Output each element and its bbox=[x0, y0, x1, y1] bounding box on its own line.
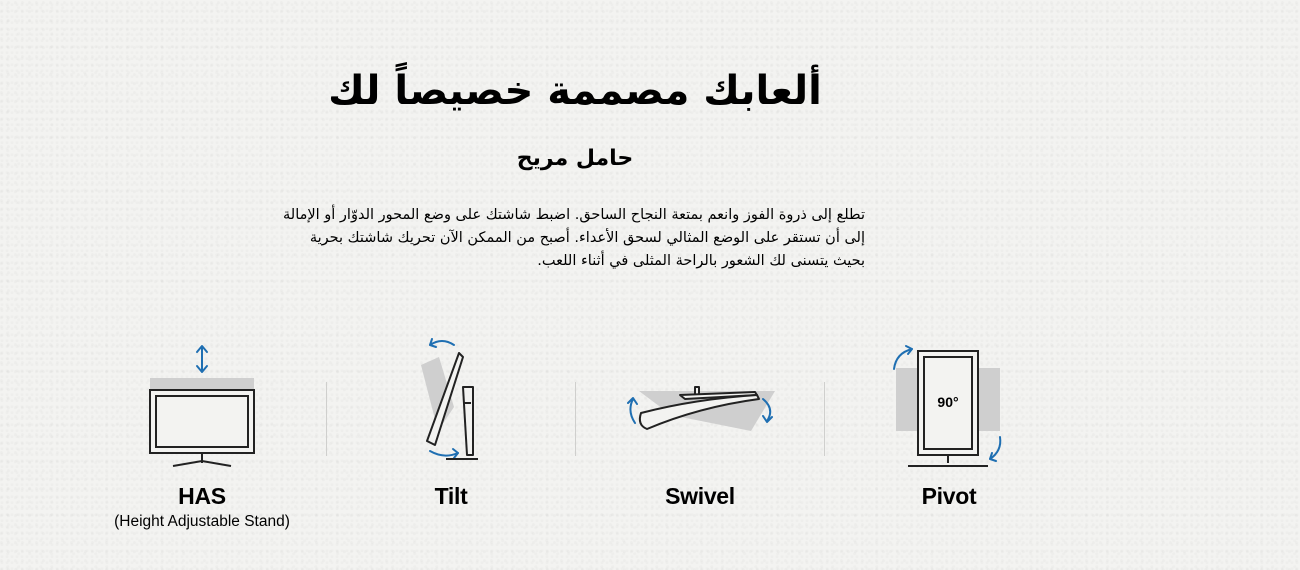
feature-label: Pivot bbox=[921, 483, 977, 509]
pivot-angle-badge: 90° bbox=[937, 394, 959, 410]
feature-has bbox=[77, 335, 327, 545]
feature-label: Tilt bbox=[434, 483, 468, 509]
feature-swivel bbox=[575, 335, 825, 545]
swivel-icon bbox=[575, 335, 825, 480]
section-subtitle: حامل مريح bbox=[516, 146, 634, 171]
tilt-icon bbox=[326, 335, 576, 480]
height-adjust-icon bbox=[77, 335, 327, 480]
feature-tilt bbox=[326, 335, 576, 545]
feature-label: HAS bbox=[178, 483, 226, 509]
section-title: ألعابك مصممة خصيصاً لك bbox=[328, 68, 822, 114]
pivot-icon bbox=[824, 335, 1074, 480]
feature-label: Swivel bbox=[665, 483, 735, 509]
feature-sublabel: (Height Adjustable Stand) bbox=[114, 513, 290, 530]
section-description: تطلع إلى ذروة الفوز وانعم بمتعة النجاح الساحق. اضبط شاشتك على وضع المحور الدوّار أو الإمالة إلى أن تستقر على الوضع المثالي لسحق الأعداء. أصبح من الممكن الآن تحريك شاشتك بحرية بحيث يتسنى لك الشعور بالراحة المثلى في أثناء اللعب. bbox=[283, 207, 865, 269]
feature-pivot bbox=[824, 335, 1074, 545]
